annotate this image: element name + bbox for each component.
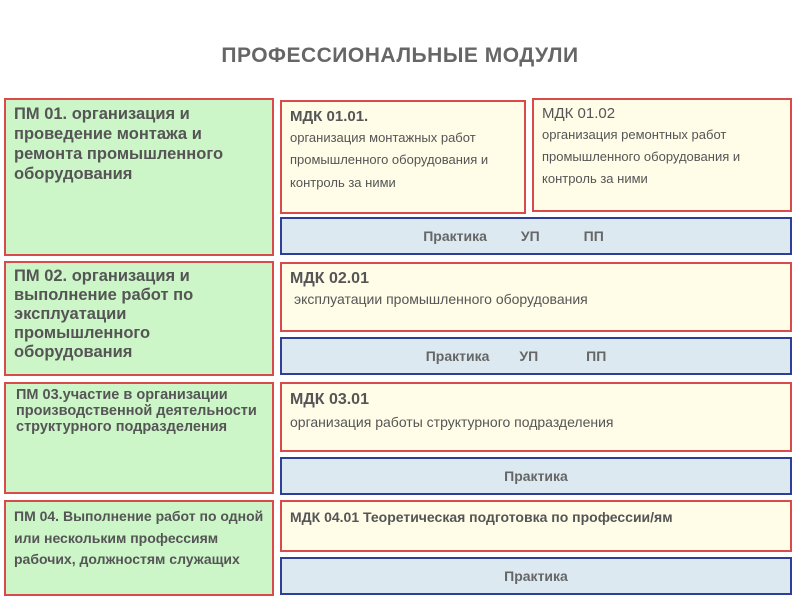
practice-04-label: Практика bbox=[504, 568, 568, 584]
mdk-02-01-code: МДК 02.01 bbox=[290, 270, 369, 287]
practice-04-box bbox=[280, 557, 792, 595]
pm-04-box bbox=[4, 500, 274, 596]
practice-03-box bbox=[280, 457, 792, 495]
practice-01-pp: ПП bbox=[583, 228, 604, 244]
practice-01-up: УП bbox=[520, 228, 540, 244]
practice-01-label: Практика bbox=[423, 228, 487, 244]
pm-01-label: ПМ 01. организация и проведение монтажа и ремонта промышленного оборудования bbox=[14, 105, 224, 184]
pm-02-label: ПМ 02. организация и выполнение работ по эксплуатации промышленного оборудования bbox=[14, 267, 194, 361]
pm-01-box bbox=[4, 98, 274, 256]
mdk-01-02-box bbox=[532, 98, 792, 212]
pm-04-label: ПМ 04. Выполнение работ по одной или нескольким профессиям рабочих, должностям служащих bbox=[14, 508, 264, 568]
mdk-04-01-box bbox=[280, 500, 792, 552]
practice-03-label: Практика bbox=[504, 468, 568, 484]
pm-02-box bbox=[4, 261, 274, 376]
mdk-02-01-text: эксплуатации промышленного оборудования bbox=[294, 291, 588, 308]
mdk-01-01-box bbox=[280, 100, 526, 214]
practice-02-box bbox=[280, 337, 792, 375]
mdk-03-01-box bbox=[280, 382, 792, 452]
mdk-02-01-box bbox=[280, 262, 792, 332]
mdk-01-01-text: организация монтажных работ промышленного оборудования и контроль за ними bbox=[290, 130, 489, 190]
pm-03-label: ПМ 03.участие в организации производственной деятельности структурного подразделения bbox=[16, 387, 257, 435]
mdk-04-01-text: Теоретическая подготовка по профессии/ям bbox=[363, 509, 673, 525]
mdk-04-01-code: МДК 04.01 bbox=[290, 509, 360, 525]
practice-01-box bbox=[280, 217, 792, 255]
page-title: ПРОФЕССИОНАЛЬНЫЕ МОДУЛИ bbox=[221, 44, 579, 67]
mdk-01-01-code: МДК 01.01. bbox=[290, 108, 369, 125]
mdk-03-01-text: организация работы структурного подразделения bbox=[290, 414, 614, 430]
mdk-01-02-code: МДК 01.02 bbox=[542, 105, 616, 122]
mdk-03-01-code: МДК 03.01 bbox=[290, 391, 369, 408]
pm-03-box bbox=[4, 382, 274, 494]
mdk-01-02-text: организация ремонтных работ промышленного оборудования и контроль за ними bbox=[542, 126, 741, 187]
practice-02-pp: ПП bbox=[586, 348, 607, 364]
practice-02-label: Практика bbox=[425, 348, 490, 364]
practice-02-up: УП bbox=[519, 348, 539, 364]
